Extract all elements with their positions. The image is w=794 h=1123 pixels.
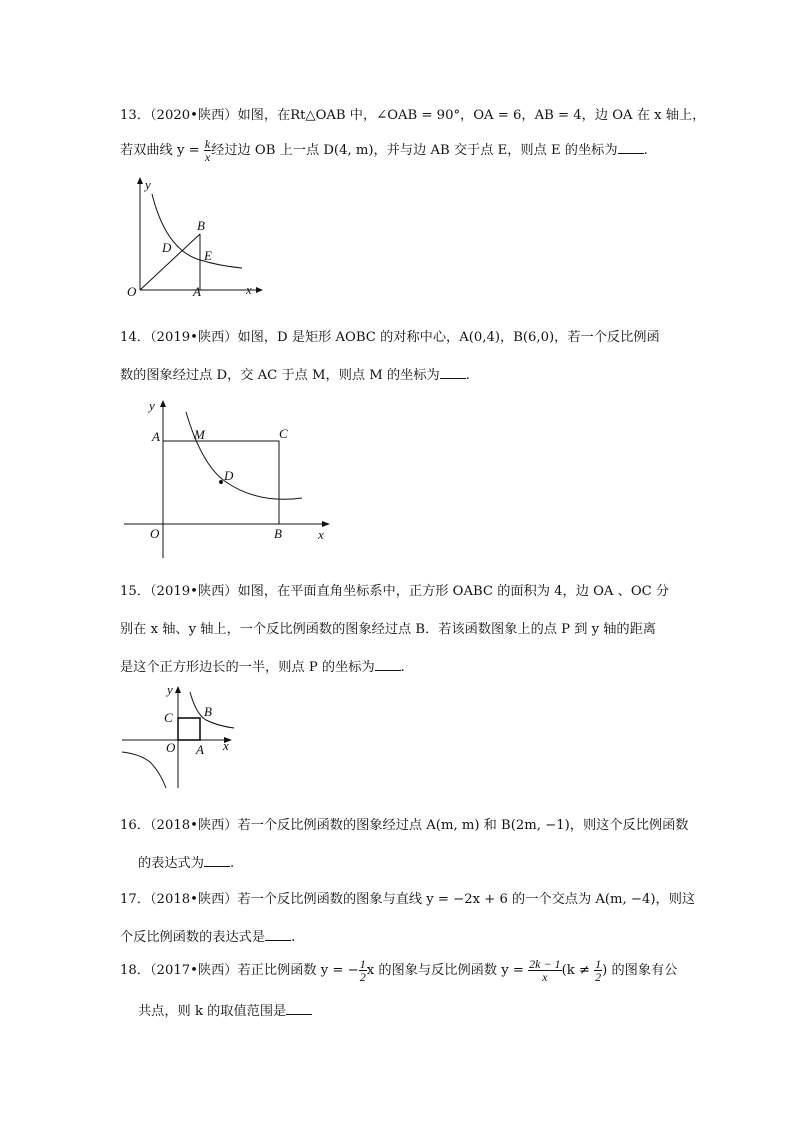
q13-figure <box>118 172 268 300</box>
q17-end: . <box>291 930 296 945</box>
q14-label-m: M <box>194 427 205 442</box>
q18-text-d: ) 的图象有公 <box>602 963 678 978</box>
q15-line1: 15．（2019•陕西）如图，在平面直角坐标系中，正方形 OABC 的面积为 4，边 OA 、OC 分 <box>120 584 670 599</box>
q16-end: . <box>229 856 235 871</box>
q15-text: 是这个正方形边长的一半，则点 P 的坐标为 <box>120 660 375 675</box>
q14-line1: 14．（2019•陕西）如图，D 是矩形 AOBC 的对称中心，A(0,4)，B(6,0)，若一个反比例函 <box>120 330 660 345</box>
q14-end: . <box>465 368 470 383</box>
q16-text: 的表达式为 <box>138 856 204 871</box>
q18-text-b: x 的图象与反比例函数 y = <box>366 963 529 978</box>
q18-fraction-1 <box>359 958 367 983</box>
q14-text: 数的图象经过点 D，交 AC 于点 M，则点 M 的坐标为 <box>120 368 440 383</box>
q18-answer-blank[interactable] <box>286 1002 312 1015</box>
q13-label-o: O <box>127 284 137 299</box>
q13-label-x: x <box>246 282 252 297</box>
q13-x-arrow-icon <box>256 287 263 293</box>
q18-f1-num: 1 <box>359 957 366 971</box>
q18-f2-num: 2k − 1 <box>529 957 561 971</box>
q13-label-a: A <box>193 284 201 299</box>
q16-answer-blank[interactable] <box>204 854 230 867</box>
q15-label-y: y <box>167 682 173 697</box>
q14-label-a: A <box>152 429 160 444</box>
q13-label-e: E <box>204 248 212 263</box>
q15-figure <box>118 682 238 790</box>
q15-line2: 别在 x 轴、y 轴上，一个反比例函数的图象经过点 B．若该函数图象上的点 P 到 y 轴的距离 <box>120 622 656 637</box>
q15-label-b: B <box>204 704 212 719</box>
q16-line1: 16．（2018•陕西）若一个反比例函数的图象经过点 A(m, m) 和 B(2m, −1)，则这个反比例函数 <box>120 818 689 833</box>
q15-end: . <box>400 660 405 675</box>
q18-fraction-2 <box>528 958 561 983</box>
q14-answer-blank[interactable] <box>440 366 466 379</box>
q13-end: . <box>643 143 648 158</box>
q15-answer-blank[interactable] <box>375 658 401 671</box>
q13-text-b: 经过边 OB 上一点 D(4, m)，并与边 AB 交于点 E，则点 E 的坐标为 <box>211 143 618 158</box>
q17-line1: 17．（2018•陕西）若一个反比例函数的图象与直线 y = −2x + 6 的一个交点为 A(m, −4)，则这 <box>120 892 696 907</box>
q15-label-c: C <box>164 710 173 725</box>
q18-f3-num: 1 <box>595 957 602 971</box>
q14-line2 <box>120 364 470 383</box>
q18-f2-den: x <box>542 970 548 984</box>
q18-text-a: 18．（2017•陕西）若正比例函数 y = − <box>120 963 359 978</box>
q14-label-o: O <box>150 526 160 541</box>
q18-line1 <box>120 958 677 983</box>
q18-fraction-3 <box>594 958 602 983</box>
q14-label-c: C <box>279 426 288 441</box>
q18-line2 <box>138 1000 312 1019</box>
q14-figure <box>118 394 340 560</box>
q15-hyperbola-branch-1 <box>190 692 234 728</box>
q13-label-y: y <box>145 177 151 192</box>
q18-text-c: (k ≠ <box>561 963 595 978</box>
q17-text: 个反比例函数的表达式是 <box>120 930 266 945</box>
q15-hyperbola-branch-2 <box>122 752 166 788</box>
q14-point-d <box>219 480 223 484</box>
q13-label-d: D <box>162 240 172 255</box>
q13-answer-blank[interactable] <box>618 141 644 154</box>
q18-f3-den: 2 <box>595 970 602 984</box>
q15-label-a: A <box>196 742 204 757</box>
q18-text: 共点，则 k 的取值范围是 <box>138 1004 287 1019</box>
q13-frac-den: x <box>204 150 211 164</box>
q15-label-x: x <box>223 738 229 753</box>
q14-label-b: B <box>274 526 282 541</box>
q13-line1: 13．（2020•陕西）如图，在Rt△OAB 中，∠OAB = 90°，OA = 6，AB = 4，边 OA 在 x 轴上， <box>120 108 706 123</box>
q15-line3 <box>120 656 405 675</box>
q15-square-oabc <box>178 718 200 740</box>
q17-line2 <box>120 926 295 945</box>
q18-f1-den: 2 <box>359 970 366 984</box>
q14-label-d: D <box>224 468 234 483</box>
q13-line2 <box>120 138 648 163</box>
q15-label-o: O <box>166 740 176 755</box>
q14-label-x: x <box>318 527 324 542</box>
q14-label-y: y <box>149 398 155 413</box>
q17-answer-blank[interactable] <box>265 928 291 941</box>
q13-text-a: 若双曲线 y = <box>120 143 204 158</box>
q13-y-arrow-icon <box>137 177 143 184</box>
q13-label-b: B <box>197 218 205 233</box>
q14-y-arrow-icon <box>160 400 166 407</box>
q16-line2 <box>138 852 234 871</box>
q13-frac-num: k <box>204 137 211 151</box>
q15-y-arrow-icon <box>175 686 181 693</box>
